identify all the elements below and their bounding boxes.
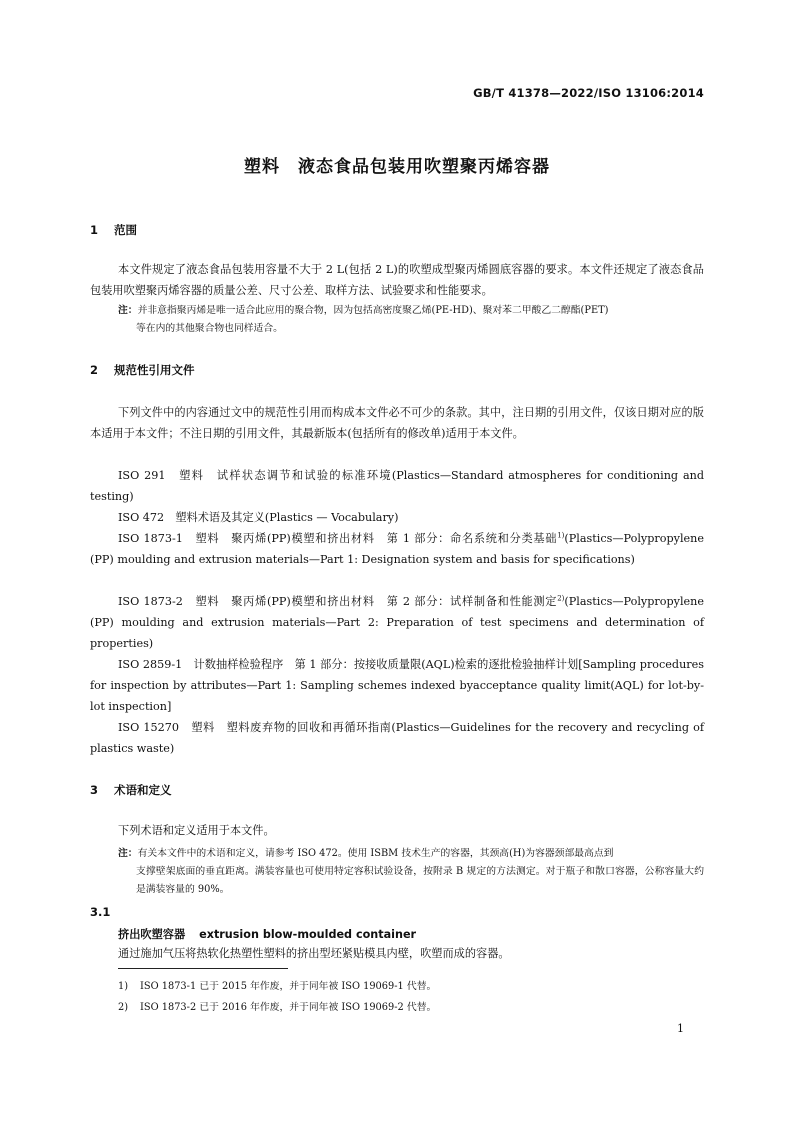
section-number: 3 <box>90 783 99 797</box>
term-chinese: 挤出吹塑容器 <box>118 928 186 941</box>
term-number: 3.1 <box>90 905 111 919</box>
footnote <box>118 999 436 1017</box>
reference-item: ISO 291 塑料 试样状态调节和试验的标准环境(Plastics—Standard atmospheres for conditioning and testing) <box>90 469 704 503</box>
term-definition: 通过施加气压将热软化热塑性塑料的挤出型坯紧贴模具内壁，吹塑而成的容器。 <box>118 947 510 960</box>
footnote <box>118 978 436 996</box>
note-label: 注： <box>118 305 138 316</box>
note-label: 注： <box>118 848 138 859</box>
terms-note <box>118 845 704 899</box>
document-title: 塑料 液态食品包装用吹塑聚丙烯容器 <box>244 157 550 177</box>
section-1-heading <box>90 222 137 238</box>
reference-item: ISO 472 塑料术语及其定义(Plastics — Vocabulary) <box>118 511 399 524</box>
note-text-cont: 等在内的其他聚合物也同样适合。 <box>136 323 283 334</box>
note-text: 并非意指聚丙烯是唯一适合此应用的聚合物，因为包括高密度聚乙烯(PE-HD)、聚对苯二甲酸乙二醇酯(PET) <box>137 305 609 316</box>
note-text-cont: 支撑壁架底面的垂直距离。满装容量也可使用特定容积试验设备，按附录 B 规定的方法测定。对于瓶子和散口容器，公称容量大约是满装容量的 90%。 <box>136 866 704 895</box>
reference-text: (Plastics—Polypropylene (PP) moulding and extrusion materials—Part 2: Preparation of test specimens and determination of properties) <box>90 595 704 650</box>
footnote-text: ISO 1873-2 已于 2016 年作废，并于同年被 ISO 19069-2 代替。 <box>140 1002 437 1013</box>
footnote-mark: 1) <box>118 981 129 992</box>
section-title: 规范性引用文件 <box>114 363 195 377</box>
footnote-mark: 2) <box>557 594 565 603</box>
section-title: 范围 <box>114 223 137 237</box>
footnote-mark: 2) <box>118 1002 129 1013</box>
note-text: 有关本文件中的术语和定义，请参考 ISO 472。使用 ISBM 技术生产的容器，其颈高(H)为容器颈部最高点到 <box>137 848 614 859</box>
reference-item: ISO 2859-1 计数抽样检验程序 第 1 部分：按接收质量限(AQL)检索的逐批检验抽样计划[Sampling procedures for inspection by attributes—Part 1: Sampling schemes indexed byacceptance quality limit(AQL) for lot-by-lot inspection] <box>90 658 704 713</box>
section-3-heading <box>90 782 172 798</box>
section-2-heading <box>90 362 195 378</box>
normative-intro: 下列文件中的内容通过文中的规范性引用而构成本文件必不可少的条款。其中，注日期的引用文件，仅该日期对应的版本适用于本文件；不注日期的引用文件，其最新版本(包括所有的修改单)适用于本文件。 <box>90 406 704 440</box>
footnote-divider <box>118 968 288 969</box>
reference-text: ISO 1873-2 塑料 聚丙烯(PP)模塑和挤出材料 第 2 部分：试样制备和性能测定 <box>118 595 558 608</box>
section-number: 2 <box>90 363 99 377</box>
reference-item <box>90 528 704 570</box>
page-number: 1 <box>677 1022 684 1035</box>
reference-text: (Plastics—Polypropylene (PP) moulding and extrusion materials—Part 1: Designation system and basis for specifications) <box>90 532 704 566</box>
reference-text: ISO 1873-1 塑料 聚丙烯(PP)模塑和挤出材料 第 1 部分：命名系统和分类基础 <box>118 532 558 545</box>
footnote-text: ISO 1873-1 已于 2015 年作废，并于同年被 ISO 19069-1 代替。 <box>140 981 437 992</box>
reference-item: ISO 15270 塑料 塑料废弃物的回收和再循环指南(Plastics—Guidelines for the recovery and recycling of plastics waste) <box>90 721 704 755</box>
terms-intro: 下列术语和定义适用于本文件。 <box>118 824 275 837</box>
footnote-mark: 1) <box>557 531 565 540</box>
term-english: extrusion blow-moulded container <box>199 928 417 941</box>
scope-paragraph: 本文件规定了液态食品包装用容量不大于 2 L(包括 2 L)的吹塑成型聚丙烯圆底容器的要求。本文件还规定了液态食品包装用吹塑聚丙烯容器的质量公差、尺寸公差、取样方法、试验要求和性能要求。 <box>90 263 704 297</box>
term-entry <box>118 926 416 942</box>
section-number: 1 <box>90 223 99 237</box>
reference-item <box>90 591 704 654</box>
standard-number: GB/T 41378—2022/ISO 13106:2014 <box>473 86 704 100</box>
section-title: 术语和定义 <box>114 783 172 797</box>
scope-note <box>118 302 704 338</box>
